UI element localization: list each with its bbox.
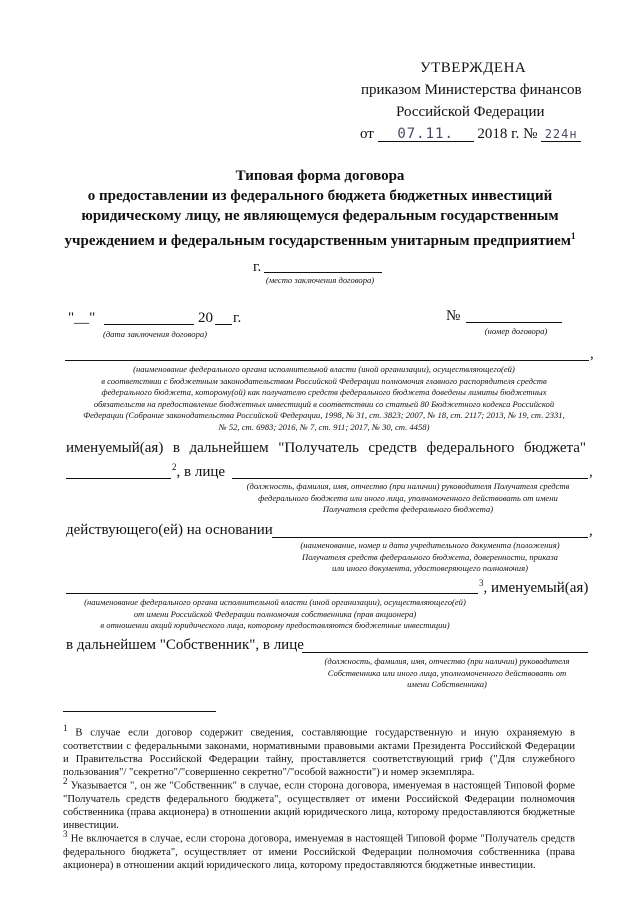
federal-body-comma: ,	[590, 346, 594, 362]
recipient-caption-line: федерального бюджета или иного лица, уполномоченного действовать от имени	[258, 492, 558, 503]
approval-number-sign: №	[523, 126, 538, 142]
date-year-field[interactable]	[215, 324, 232, 325]
federal-body-caption-line: обязательств на предоставление бюджетных инвестиций в соответствии со статьей 80 Бюджетного кодекса Российской	[93, 398, 555, 409]
basis-caption-line: (наименование, номер и дата учредительного документа (положения)	[300, 540, 560, 550]
approval-date-row	[360, 126, 620, 146]
date-caption: (дата заключения договора)	[102, 329, 208, 339]
basis-field[interactable]	[272, 537, 588, 538]
place-prefix: г.	[253, 259, 262, 275]
footnote-ref-1: 1	[570, 231, 576, 241]
place-field[interactable]	[264, 272, 382, 273]
footnote-mark: 1	[63, 723, 68, 733]
basis-label: действующего(ей) на основании	[66, 522, 273, 538]
footnote-ref-2: 2	[172, 462, 177, 472]
recipient-person-comma: ,	[589, 464, 593, 480]
approval-number-field	[541, 127, 581, 142]
owner-named-text: , именуемый(ая)	[483, 580, 589, 596]
footnote-mark: 3	[63, 829, 68, 839]
approval-year: 2018 г.	[477, 126, 520, 142]
owner-body-caption	[60, 597, 490, 632]
basis-comma: ,	[589, 523, 593, 539]
federal-body-caption-line: в соответствии с бюджетным законодательством Российской Федерации полномочия главного распорядителя средств	[101, 375, 547, 386]
recipient-named-text: именуемый(ая) в дальнейшем "Получатель средств федерального бюджета"	[66, 440, 586, 456]
federal-body-caption-line: № 52, ст. 6983; 2016, № 7, ст. 911; 2017, № 30, ст. 4458)	[218, 421, 430, 432]
owner-person-caption-line: Собственника или иного лица, уполномоченного действовать от	[327, 667, 567, 678]
owner-named-group	[479, 578, 588, 597]
date-year-suffix: г.	[233, 310, 242, 326]
footnote-text: Не включается в случае, если сторона договора, именуемая в настоящей Типовой форме "Получатель средств федерального бюджета", осуществляет от имени Российской Федерации полномочия собственника (права акционера) в отношении акций юридического лица, которому предоставляются бюджетные инвестиции.	[63, 833, 575, 872]
approval-date-value: 07.11.	[397, 126, 454, 142]
date-year-prefix: 20	[198, 310, 213, 326]
owner-caption-line: в отношении акций юридического лица, которому предоставляются бюджетные инвестиции)	[100, 620, 450, 630]
contract-number-field[interactable]	[466, 322, 562, 323]
owner-caption-line: от имени Российской Федерации полномочия собственника (прав акционера)	[133, 608, 417, 619]
recipient-person-field[interactable]	[232, 478, 588, 479]
recipient-caption-line: (должность, фамилия, имя, отчество (при наличии) руководителя Получателя средств	[246, 481, 570, 491]
federal-body-caption-line: Федерации (Собрание законодательства Российской Федерации, 1998, № 31, ст. 3823; 2007, № 18, ст. 2117; 2013, № 19, ст. 2331,	[83, 410, 565, 420]
owner-person-field[interactable]	[302, 652, 588, 653]
approval-date-field	[378, 127, 474, 142]
approval-title: УТВЕРЖДЕНА	[420, 60, 527, 76]
owner-person-caption-line: имени Собственника)	[407, 679, 487, 689]
basis-caption-line: или иного документа, удостоверяющего полномочия)	[332, 563, 528, 573]
owner-body-field[interactable]	[66, 593, 478, 594]
footnote-text: В случае если договор содержит сведения, составляющие государственную и иную охраняемую в соответствии с федеральными законами, нормативными правовыми актами Президента Российской Федерации и Правительства Российской Федерации тайну, проставляется соответствующий гриф ("Для служебного пользования"/ "секретно"/"совершенно секретно"/"особой важности") и номер экземпляра.	[63, 727, 575, 779]
document-subtitle-line-2: юридическому лицу, не являющемуся федеральным государственным	[81, 208, 559, 224]
owner-caption-line: (наименование федерального органа исполнительной власти (иной организации), осуществляющего(ей)	[84, 597, 466, 607]
approval-number-value: 224н	[544, 127, 578, 141]
recipient-in-person-label: , в лице	[176, 464, 226, 480]
owner-person-label: в дальнейшем "Собственник", в лице	[66, 637, 304, 653]
federal-body-caption-line: (наименование федерального органа исполнительной власти (иной организации), осуществляющего(ей)	[133, 364, 515, 374]
document-subtitle-line-1: о предоставлении из федерального бюджета бюджетных инвестиций	[87, 188, 553, 204]
approval-country-line: Российской Федерации	[396, 104, 545, 120]
federal-body-caption	[60, 364, 588, 433]
recipient-person-caption	[228, 481, 588, 516]
recipient-in-person-group	[172, 462, 225, 481]
footnote-3	[63, 828, 575, 872]
owner-person-caption-line: (должность, фамилия, имя, отчество (при наличии) руководителя	[324, 656, 570, 666]
recipient-caption-line: Получателя средств федерального бюджета)	[322, 504, 494, 514]
footnote-1	[63, 722, 575, 780]
federal-body-caption-line: федерального бюджета, которому(ой) как получателю средств федерального бюджета доведены лимиты бюджетных	[101, 387, 547, 397]
basis-caption-line: Получателя средств федерального бюджета, доверенности, приказа	[302, 551, 558, 562]
recipient-prefix-field[interactable]	[66, 478, 171, 479]
footnote-2	[63, 775, 575, 833]
footnote-text: Указывается ", он же "Собственник" в случае, если сторона договора, именуемая в настоящей Типовой форме "Получатель средств федерального бюджета", осуществляет от имени Российской Федерации полномочия собственника (права акционера) в отношении акций юридического лица, которому предоставляются бюджетные инвестиции.	[63, 780, 575, 832]
document-title: Типовая форма договора	[235, 168, 405, 184]
federal-body-field[interactable]	[65, 360, 589, 361]
date-day-month-field[interactable]	[104, 324, 194, 325]
approval-date-prefix: от	[360, 126, 374, 142]
contract-number-sign: №	[446, 308, 461, 324]
document-subtitle-line-3	[40, 226, 600, 251]
contract-number-caption: (номер договора)	[484, 326, 548, 336]
footnote-ref-3: 3	[479, 578, 484, 588]
footnote-separator	[63, 711, 216, 712]
place-caption: (место заключения договора)	[265, 275, 375, 285]
owner-person-caption	[304, 656, 590, 691]
approval-order-line: приказом Министерства финансов	[361, 82, 582, 98]
document-subtitle-line-3-text: учреждением и федеральным государственным унитарным предприятием	[64, 233, 571, 249]
date-quotes: "__"	[68, 310, 96, 326]
basis-caption	[270, 540, 590, 575]
footnote-mark: 2	[63, 776, 68, 786]
